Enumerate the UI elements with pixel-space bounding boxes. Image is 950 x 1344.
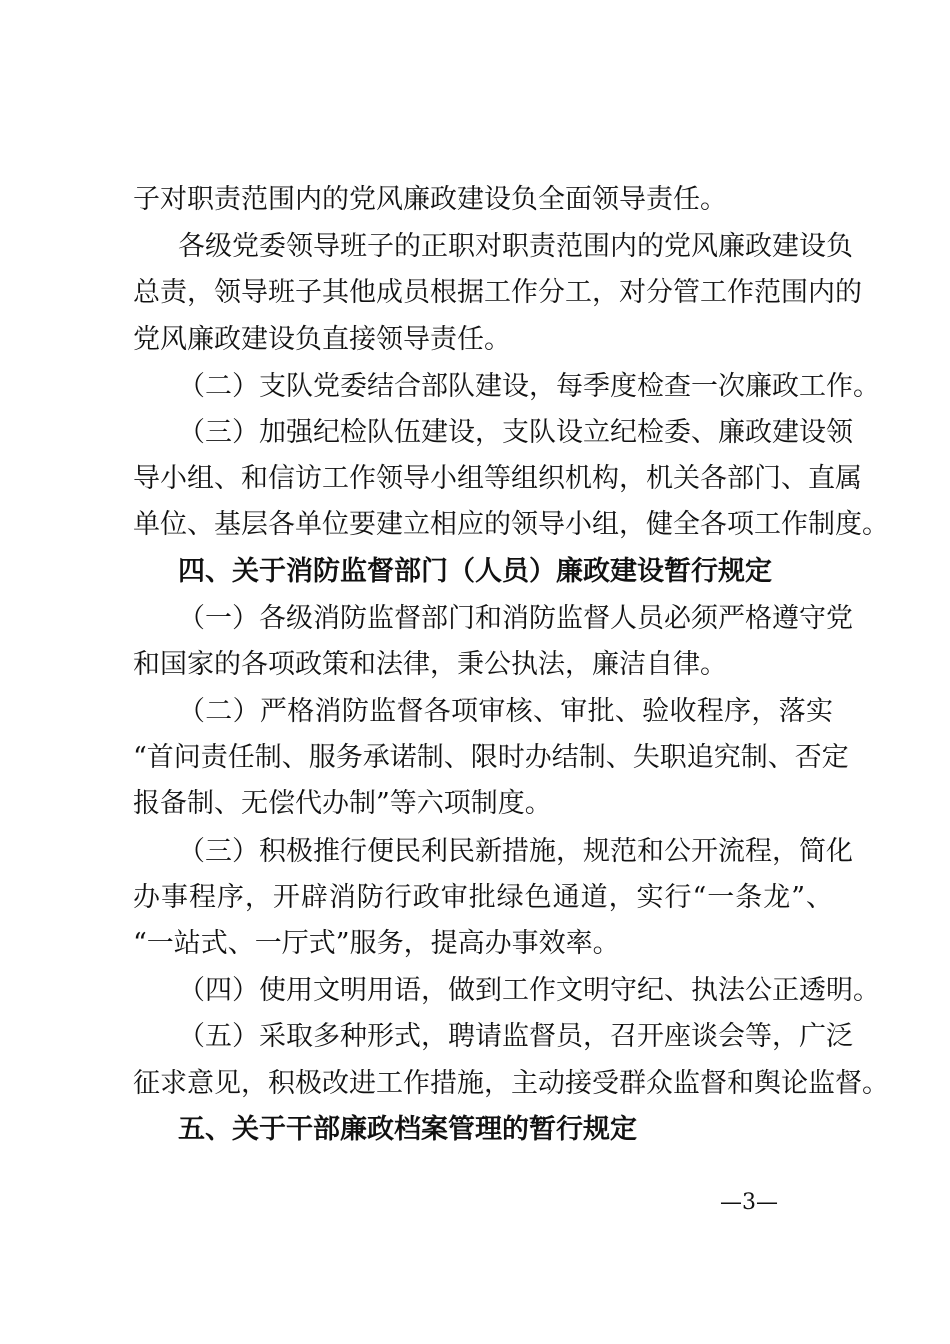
text-line: （三）积极推行便民利民新措施，规范和公开流程，简化 bbox=[178, 836, 853, 867]
page-number: —3— bbox=[720, 1190, 778, 1215]
text-line: “一站式、一厅式”服务，提高办事效率。 bbox=[133, 928, 620, 959]
text-line: 单位、基层各单位要建立相应的领导小组，健全各项工作制度。 bbox=[133, 509, 889, 540]
text-line: 各级党委领导班子的正职对职责范围内的党风廉政建设负 bbox=[178, 231, 853, 262]
text-line: （四）使用文明用语，做到工作文明守纪、执法公正透明。 bbox=[178, 975, 880, 1006]
text-line: （五）采取多种形式，聘请监督员，召开座谈会等，广泛 bbox=[178, 1021, 853, 1052]
section-heading: 四、关于消防监督部门（人员）廉政建设暂行规定 bbox=[178, 556, 772, 587]
text-line: 党风廉政建设负直接领导责任。 bbox=[133, 324, 511, 355]
text-line: （三）加强纪检队伍建设，支队设立纪检委、廉政建设领 bbox=[178, 417, 853, 448]
text-line: （一）各级消防监督部门和消防监督人员必须严格遵守党 bbox=[178, 603, 853, 634]
text-line: 导小组、和信访工作领导小组等组织机构，机关各部门、直属 bbox=[133, 463, 862, 494]
text-line: “首问责任制、服务承诺制、限时办结制、失职追究制、否定 bbox=[133, 742, 849, 773]
text-line: 报备制、无偿代办制”等六项制度。 bbox=[133, 788, 552, 819]
text-line: （二）支队党委结合部队建设，每季度检查一次廉政工作。 bbox=[178, 371, 880, 402]
text-line: 总责，领导班子其他成员根据工作分工，对分管工作范围内的 bbox=[133, 277, 862, 308]
text-line: 征求意见，积极改进工作措施，主动接受群众监督和舆论监督。 bbox=[133, 1068, 889, 1099]
text-line: 子对职责范围内的党风廉政建设负全面领导责任。 bbox=[133, 184, 727, 215]
text-line: 和国家的各项政策和法律，秉公执法，廉洁自律。 bbox=[133, 649, 727, 680]
text-line: （二）严格消防监督各项审核、审批、验收程序，落实 bbox=[178, 696, 833, 727]
section-heading: 五、关于干部廉政档案管理的暂行规定 bbox=[178, 1114, 637, 1145]
text-line: 办事程序，开辟消防行政审批绿色通道，实行“一条龙”、 bbox=[133, 882, 833, 913]
